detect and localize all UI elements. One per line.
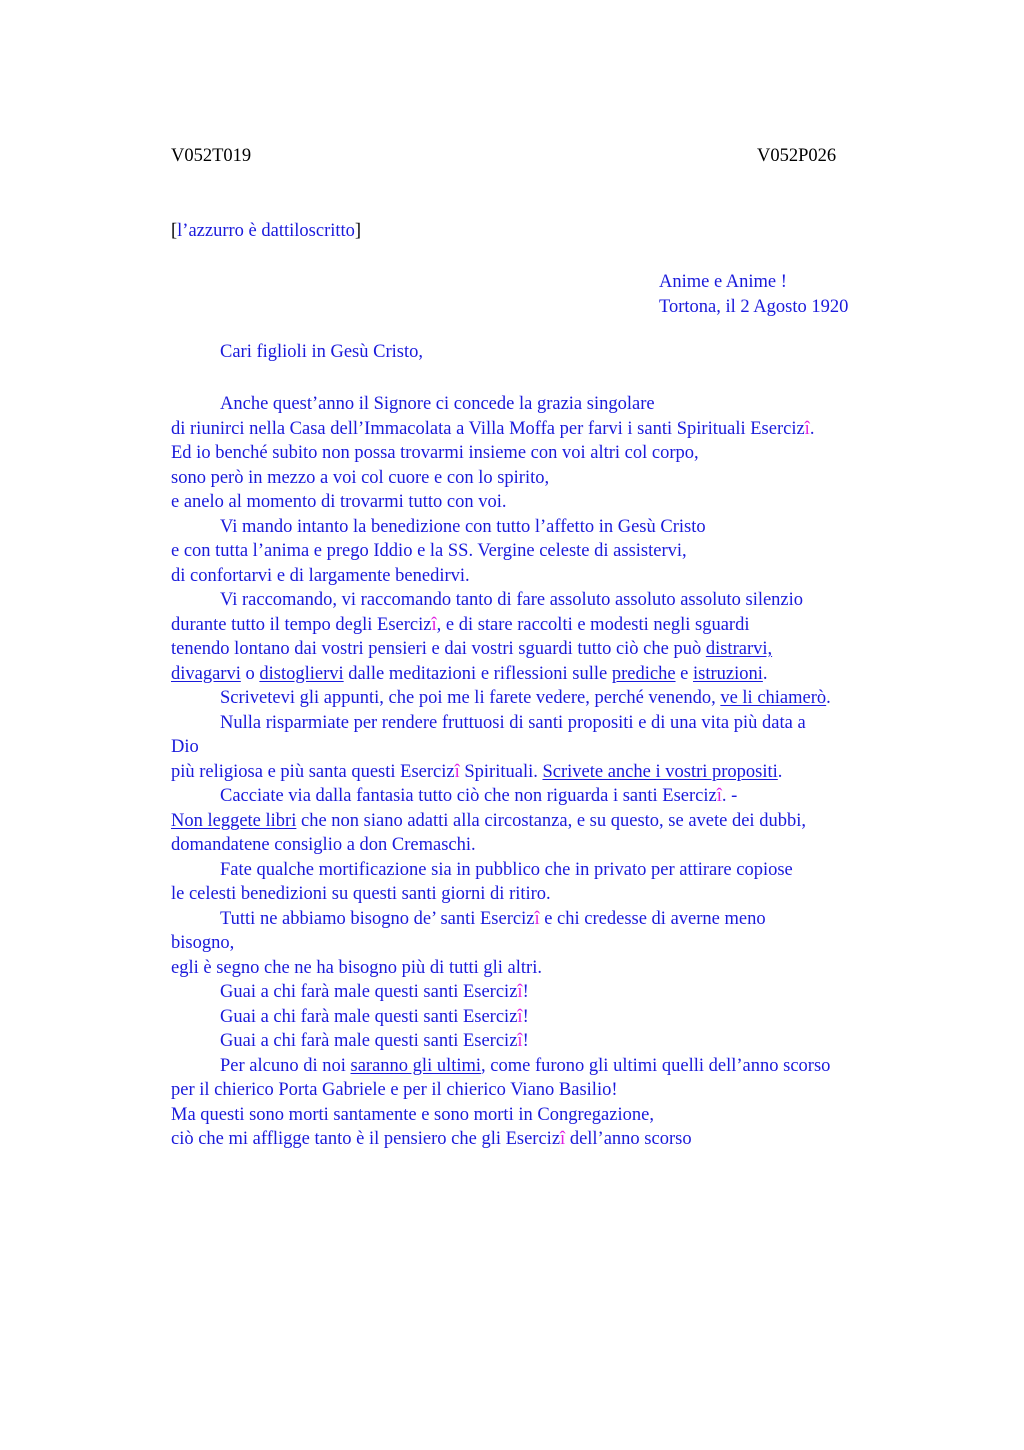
document-code-right: V052P026: [757, 146, 837, 166]
underlined-text: istruzioni: [693, 663, 763, 684]
text-run: .: [762, 663, 768, 684]
text-run: che non siano adatti alla circostanza, e su questo, se avete dei dubbi,: [296, 810, 806, 831]
handwritten-accent-mark: î: [454, 761, 460, 782]
body-line: Tutti ne abbiamo bisogno de’ santi Esercizî e chi credesse di averne meno: [220, 908, 766, 929]
body-line: domandatene consiglio a don Cremaschi.: [171, 835, 476, 855]
body-line: e anelo al momento di trovarmi tutto con voi.: [171, 492, 507, 512]
letter-body: [171, 392, 911, 1152]
underlined-text: Scrivete anche i vostri propositi: [542, 761, 778, 782]
body-line: Vi mando intanto la benedizione con tutto l’affetto in Gesù Cristo: [220, 516, 706, 537]
underlined-text: prediche: [611, 663, 676, 684]
letter-salutation: Cari figlioli in Gesù Cristo,: [220, 342, 423, 362]
note-text: l’azzurro è dattiloscritto: [177, 221, 355, 241]
handwritten-accent-mark: î: [560, 1129, 566, 1149]
text-run: .: [777, 761, 783, 782]
text-run: tenendo lontano dai vostri pensieri e dai vostri sguardi tutto ciò che può: [171, 639, 706, 659]
document-code-left: V052T019: [171, 146, 252, 166]
body-line: le celesti benedizioni su questi santi giorni di ritiro.: [171, 884, 551, 904]
body-line: Guai a chi farà male questi santi Esercizî!: [220, 982, 529, 1002]
body-line: e con tutta l’anima e prego Iddio e la SS. Vergine celeste di assistervi,: [171, 541, 687, 561]
handwritten-accent-mark: î: [517, 982, 523, 1002]
body-line: [171, 686, 911, 711]
body-line: [171, 417, 911, 442]
underlined-text: distrarvi,: [705, 639, 773, 659]
underlined-text: Non leggete libri: [171, 810, 297, 831]
handwritten-accent-mark: î: [534, 908, 540, 929]
body-line: [171, 1054, 911, 1079]
body-line: [171, 662, 911, 687]
text-run: più religiosa e più santa questi Esercizî Spirituali.: [171, 761, 543, 782]
text-run: Per alcuno di noi: [220, 1055, 351, 1076]
editorial-note: [171, 221, 361, 242]
underlined-text: divagarvi: [171, 663, 241, 684]
text-run: Scrivetevi gli appunti, che poi me li farete vedere, perché venendo,: [220, 688, 721, 708]
body-line: durante tutto il tempo degli Esercizî, e di stare raccolti e modesti negli sguardi: [171, 614, 750, 635]
body-line: di confortarvi e di largamente benedirvi.: [171, 565, 470, 586]
letter-heading: [659, 270, 848, 319]
body-line: ciò che mi affligge tanto è il pensiero che gli Esercizî dell’anno scorso: [171, 1129, 692, 1149]
body-line: sono però in mezzo a voi col cuore e con lo spirito,: [171, 467, 550, 488]
body-line: Vi raccomando, vi raccomando tanto di fare assoluto assoluto assoluto silenzio: [220, 590, 804, 610]
body-line: Anche quest’anno il Signore ci concede la grazia singolare: [220, 394, 655, 414]
text-run: .: [826, 688, 831, 708]
body-line: Fate qualche mortificazione sia in pubblico che in privato per attirare copiose: [220, 859, 793, 880]
body-line: [171, 809, 911, 834]
body-line: Ed io benché subito non possa trovarmi insieme con voi altri col corpo,: [171, 443, 699, 463]
handwritten-accent-mark: î: [517, 1006, 523, 1027]
body-line: Guai a chi farà male questi santi Esercizî!: [220, 1006, 529, 1027]
body-line: Dio: [171, 737, 199, 757]
body-line: Nulla risparmiate per rendere fruttuosi di santi propositi e di una vita più data a: [220, 712, 806, 733]
body-line: [171, 760, 911, 785]
body-line: per il chierico Porta Gabriele e per il chierico Viano Basilio!: [171, 1080, 618, 1100]
handwritten-accent-mark: î: [804, 418, 810, 439]
note-open-bracket: [: [171, 221, 178, 241]
text-run: dalle meditazioni e riflessioni sulle: [343, 663, 612, 684]
underlined-text: saranno gli ultimi: [350, 1055, 482, 1076]
body-line: Guai a chi farà male questi santi Esercizî!: [220, 1031, 529, 1051]
body-line: Cacciate via dalla fantasia tutto ciò che non riguarda i santi Esercizî. -: [220, 786, 738, 806]
body-line: egli è segno che ne ha bisogno più di tutti gli altri.: [171, 957, 542, 978]
text-run: , come furono gli ultimi quelli dell’anno scorso: [481, 1055, 831, 1076]
underlined-text: ve li chiamerò: [720, 688, 827, 708]
body-line: [171, 637, 911, 662]
body-line: bisogno,: [171, 933, 235, 953]
handwritten-accent-mark: î: [431, 614, 437, 635]
letter-motto: Anime e Anime !: [659, 272, 787, 292]
body-line: Ma questi sono morti santamente e sono morti in Congregazione,: [171, 1104, 654, 1125]
letter-place-date: Tortona, il 2 Agosto 1920: [659, 296, 849, 317]
underlined-text: distogliervi: [259, 663, 344, 684]
text-run: e: [675, 663, 693, 684]
note-close-bracket: ]: [354, 221, 362, 241]
handwritten-accent-mark: î: [517, 1031, 523, 1051]
text-run: di riunirci nella Casa dell’Immacolata a Villa Moffa per farvi i santi Spirituali Esercizî.: [171, 418, 815, 439]
text-run: o: [240, 663, 260, 684]
handwritten-accent-mark: î: [716, 786, 722, 806]
